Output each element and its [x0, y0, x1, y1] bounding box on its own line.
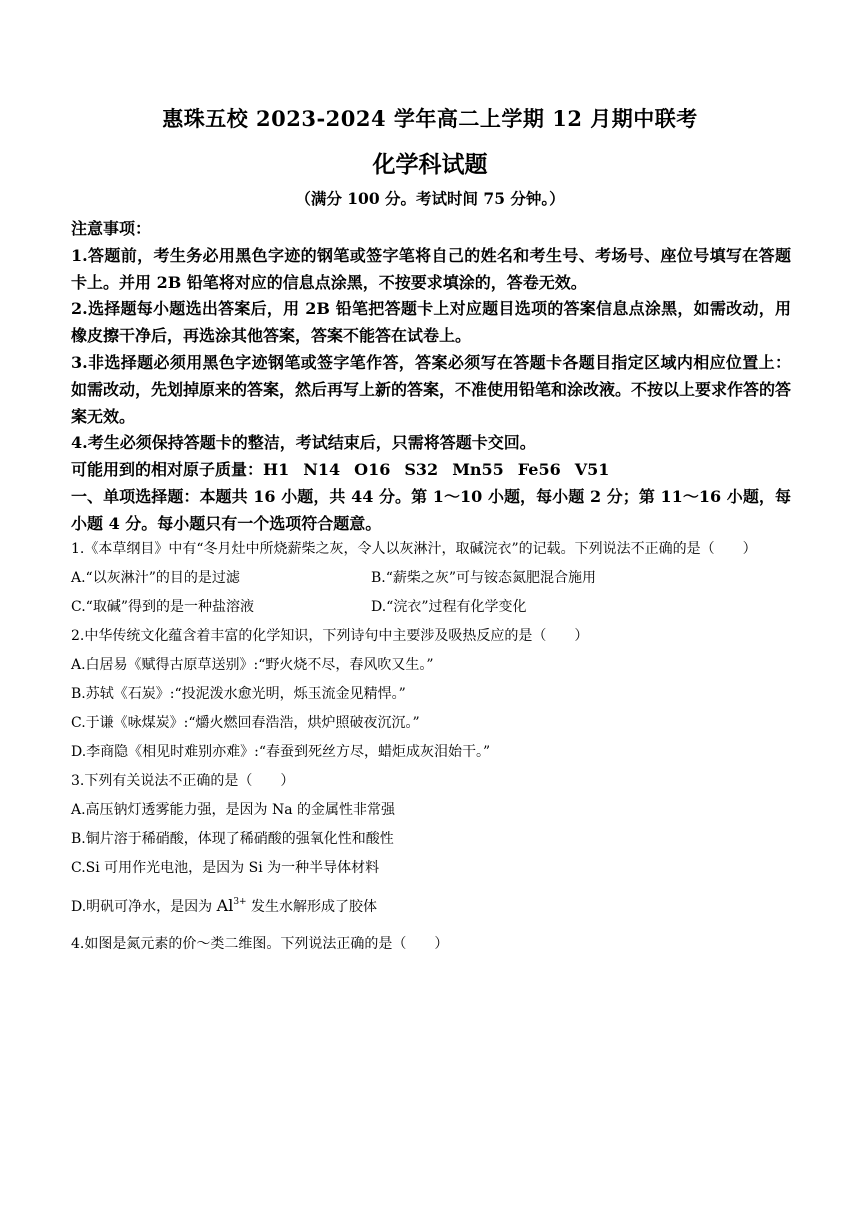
- q3-option-b: B.铜片溶于稀硝酸，体现了稀硝酸的强氧化性和酸性: [71, 831, 394, 847]
- questions: [71, 535, 791, 959]
- exam-subject: 化学科试题: [372, 151, 488, 178]
- note-item-2: 2.选择题每小题选出答案后，用 2B 铅笔把答题卡上对应题目选项的答案信息点涂黑，如需改动，用橡皮擦干净后，再选涂其他答案，答案不能答在试卷上。: [71, 299, 791, 346]
- q3-option-d: [71, 891, 791, 922]
- q1-option-c: C.“取碱”得到的是一种盐溶液: [71, 599, 254, 615]
- atom-mn: Mn55: [452, 460, 504, 480]
- atom-fe: Fe56: [517, 460, 561, 480]
- q3-stem: 3.下列有关说法不正确的是（ ）: [71, 773, 295, 789]
- q2-option-a: A.白居易《赋得古原草送别》:“野火烧不尽，春风吹又生。”: [71, 657, 434, 673]
- atom-h: H1: [263, 460, 290, 480]
- q3-option-d-post: 发生水解形成了胶体: [246, 899, 378, 915]
- q3-option-a: A.高压钠灯透雾能力强，是因为 Na 的金属性非常强: [71, 802, 396, 818]
- q2-option-c: C.于谦《咏煤炭》:“爝火燃回春浩浩，烘炉照破夜沉沉。”: [71, 715, 420, 731]
- q4-stem: 4.如图是氮元素的价～类二维图。下列说法正确的是（ ）: [71, 936, 449, 952]
- note-item-4: 4.考生必须保持答题卡的整洁，考试结束后，只需将答题卡交回。: [71, 433, 536, 453]
- q1-option-b: B.“薪柴之灰”可与铵态氮肥混合施用: [371, 570, 597, 586]
- atom-n: N14: [303, 460, 341, 480]
- q3-option-c: C.Si 可用作光电池，是因为 Si 为一种半导体材料: [71, 860, 380, 876]
- atom-s: S32: [404, 460, 439, 480]
- exam-title: 惠珠五校 2023-2024 学年高二上学期 12 月期中联考: [162, 106, 698, 131]
- atom-v: V51: [574, 460, 610, 480]
- q2-stem: 2.中华传统文化蕴含着丰富的化学知识，下列诗句中主要涉及吸热反应的是（ ）: [71, 628, 589, 644]
- q1-option-d: D.“浣衣”过程有化学变化: [371, 599, 527, 615]
- notes-heading: 注意事项：: [71, 219, 152, 238]
- notes-section: [71, 216, 791, 538]
- note-item-3: 3.非选择题必须用黑色字迹钢笔或签字笔作答，答案必须写在答题卡各题目指定区域内相应位置上：如需改动，先划掉原来的答案，然后再写上新的答案，不准使用铅笔和涂改液。不按以上要求作答的答案无效。: [71, 352, 792, 426]
- atom-o: O16: [354, 460, 391, 480]
- atomic-masses: [71, 457, 791, 484]
- aluminum-ion: Al: [216, 896, 234, 915]
- note-item-1: 1.答题前，考生务必用黑色字迹的钢笔或签字笔将自己的姓名和考生号、考场号、座位号填写在答题卡上。并用 2B 铅笔将对应的信息点涂黑，不按要求填涂的，答卷无效。: [71, 245, 791, 292]
- aluminum-ion-charge: 3+: [233, 897, 247, 907]
- q2-option-d: D.李商隐《相见时难别亦难》:“春蚕到死丝方尽，蜡炬成灰泪始干。”: [71, 744, 491, 760]
- q3-option-d-pre: D.明矾可净水，是因为: [71, 899, 213, 915]
- q1-options-row2: [71, 593, 791, 622]
- atomic-masses-label: 可能用到的相对原子质量：: [71, 460, 264, 480]
- exam-info: （满分 100 分。考试时间 75 分钟。）: [295, 189, 565, 208]
- q2-option-b: B.苏轼《石炭》:“投泥泼水愈光明，烁玉流金见精悍。”: [71, 686, 406, 702]
- section-heading: 一、单项选择题：本题共 16 小题，共 44 分。第 1～10 小题，每小题 2 分；第 11～16 小题，每小题 4 分。每小题只有一个选项符合题意。: [71, 486, 791, 533]
- q1-options-row1: [71, 564, 791, 593]
- q1-option-a: A.“以灰淋汁”的目的是过滤: [71, 570, 240, 586]
- q1-stem: 1.《本草纲目》中有“冬月灶中所烧薪柴之灰，令人以灰淋汁，取碱浣衣”的记载。下列说法不正确的是（ ）: [71, 541, 757, 557]
